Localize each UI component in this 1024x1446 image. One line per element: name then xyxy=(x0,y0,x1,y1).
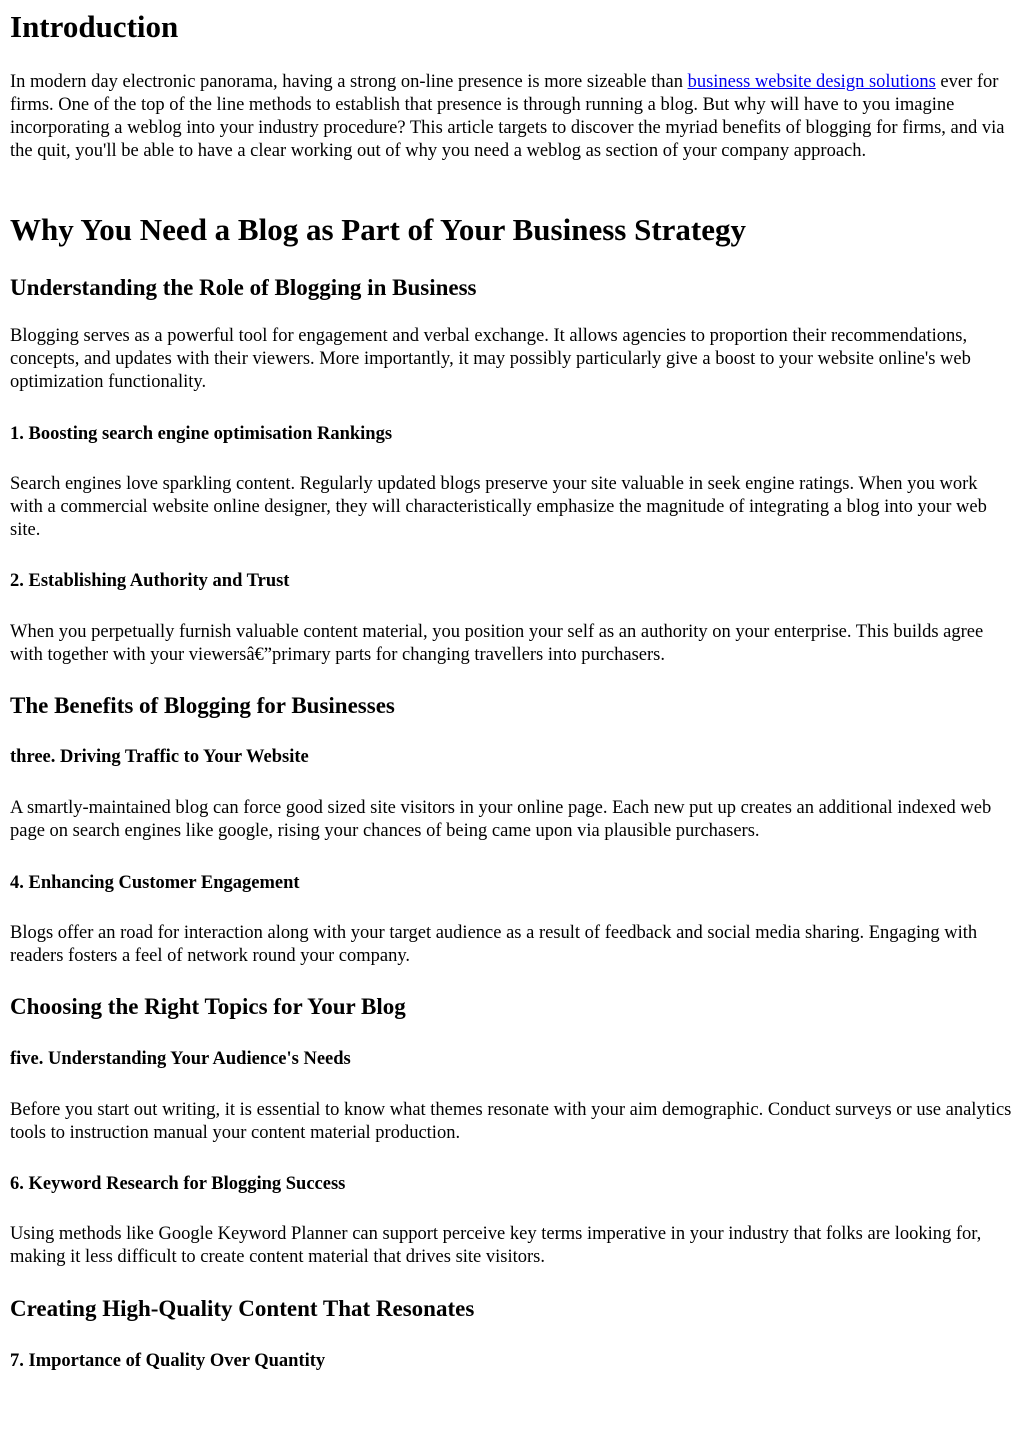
main-heading: Why You Need a Blog as Part of Your Business Strategy xyxy=(10,212,746,247)
section-heading-choosing-topics: Choosing the Right Topics for Your Blog xyxy=(10,994,406,1019)
section-heading-quality-content: Creating High-Quality Content That Resonates xyxy=(10,1296,475,1321)
section-paragraph-keyword-research: Using methods like Google Keyword Planner can support perceive key terms imperative in your industry that folks are looking for, making it less difficult to create content material that drives site visitors. xyxy=(10,1224,982,1267)
section-heading-customer-engagement: 4. Enhancing Customer Engagement xyxy=(10,873,300,893)
section-paragraph-role-of-blogging: Blogging serves as a powerful tool for engagement and verbal exchange. It allows agencies to proportion their recommendations, concepts, and updates with their viewers. More importantly, it may possibly particularly give a boost to your website online's web optimization functionality. xyxy=(10,326,971,392)
section-paragraph-audience-needs: Before you start out writing, it is essential to know what themes resonate with your aim demographic. Conduct surveys or use analytics tools to instruction manual your content material production. xyxy=(10,1100,1012,1143)
section-paragraph-authority-trust: When you perpetually furnish valuable content material, you position your self as an authority on your enterprise. This builds agree with together with your viewersâ€”primary parts for changing travellers into purchasers. xyxy=(10,622,984,665)
section-heading-keyword-research: 6. Keyword Research for Blogging Success xyxy=(10,1174,346,1194)
section-heading-seo-rankings: 1. Boosting search engine optimisation Rankings xyxy=(10,424,393,444)
intro-text-before-link: In modern day electronic panorama, having a strong on-line presence is more sizeable than xyxy=(10,72,688,92)
section-paragraph-customer-engagement: Blogs offer an road for interaction along with your target audience as a result of feedback and social media sharing. Engaging with readers fosters a feel of network round your company. xyxy=(10,923,978,966)
intro-text-after-link: ever for firms. One of the top of the line methods to establish that presence is through running a blog. But why will have to you imagine incorporating a weblog into your industry procedure? This article targets to discover the myriad benefits of blogging for firms, and via the quit, you'll be able to have a clear working out of why you need a weblog as section of your company approach. xyxy=(10,72,1005,161)
intro-paragraph xyxy=(10,71,1014,163)
business-website-design-link[interactable]: business website design solutions xyxy=(687,72,936,92)
section-heading-driving-traffic: three. Driving Traffic to Your Website xyxy=(10,747,309,767)
section-heading-quality-over-quantity: 7. Importance of Quality Over Quantity xyxy=(10,1351,326,1371)
section-heading-benefits: The Benefits of Blogging for Businesses xyxy=(10,693,395,718)
section-paragraph-driving-traffic: A smartly-maintained blog can force good sized site visitors in your online page. Each new put up creates an additional indexed web page on search engines like google, rising your chances of being came upon via plausible purchasers. xyxy=(10,798,992,841)
intro-heading: Introduction xyxy=(10,9,179,44)
section-heading-audience-needs: five. Understanding Your Audience's Needs xyxy=(10,1049,351,1069)
section-heading-authority-trust: 2. Establishing Authority and Trust xyxy=(10,571,290,591)
section-paragraph-seo-rankings: Search engines love sparkling content. Regularly updated blogs preserve your site valuable in seek engine ratings. When you work with a commercial website online designer, they will characteristically emphasize the magnitude of integrating a blog into your web site. xyxy=(10,474,987,540)
section-heading-role-of-blogging: Understanding the Role of Blogging in Business xyxy=(10,275,477,300)
